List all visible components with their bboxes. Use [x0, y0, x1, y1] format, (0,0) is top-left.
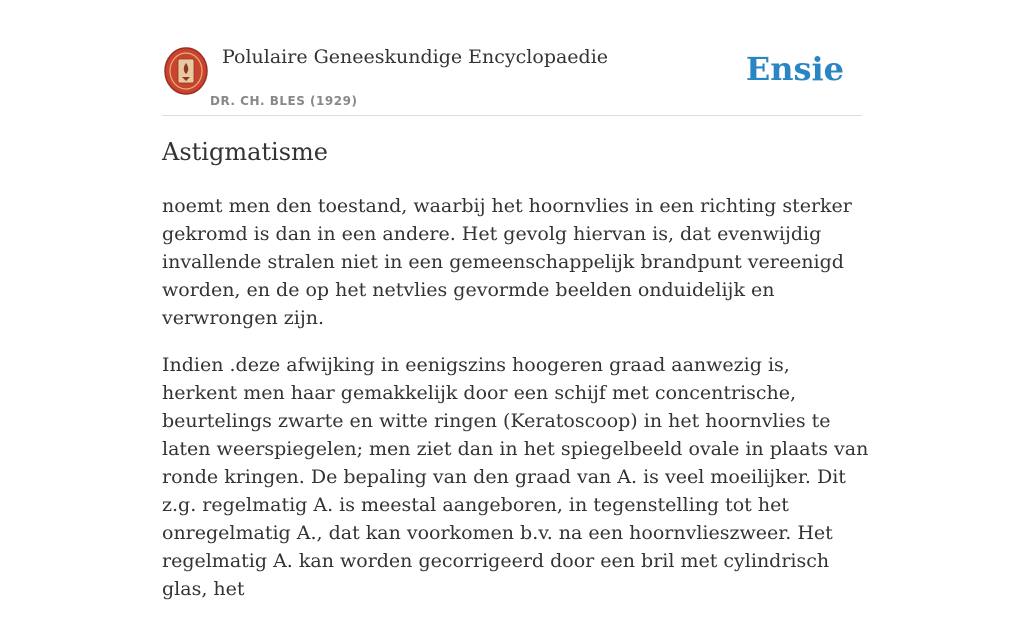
entry-title: Astigmatisme	[162, 138, 328, 166]
ensie-logo[interactable]: Ensie	[745, 50, 844, 88]
book-cover-icon[interactable]	[164, 47, 208, 95]
site-header	[162, 40, 862, 116]
entry-paragraph: Indien .deze afwijking in eenigszins hoogeren graad aanwezig is, herkent men haar gemakkelijk door een schijf met concentrische, beurtelings zwarte en witte ringen (Keratoscoop) in het hoornvlies te laten weerspiegelen; men ziet dan in het spiegelbeeld ovale in plaats van ronde kringen. De bepaling van den graad van A. is veel moeilijker. Dit z.g. regelmatig A. is meestal aangeboren, in tegenstelling tot het onregelmatig A., dat kan voorkomen b.v. na een hoornvlieszweer. Het regelmatig A. kan worden gecorrigeerd door een bril met cylindrisch glas, het	[162, 354, 869, 600]
entry-paragraph: noemt men den toestand, waarbij het hoornvlies in een richting sterker gekromd is dan in een andere. Het gevolg hiervan is, dat evenwijdig invallende stralen niet in een gemeenschappelijk brandpunt vereenigd worden, en de op het netvlies gevormde beelden onduidelijk en verwrongen zijn.	[162, 195, 852, 329]
book-author: DR. CH. BLES (1929)	[210, 94, 358, 108]
entry-content	[162, 192, 870, 622]
book-title[interactable]: Polulaire Geneeskundige Encyclopaedie	[222, 46, 609, 68]
